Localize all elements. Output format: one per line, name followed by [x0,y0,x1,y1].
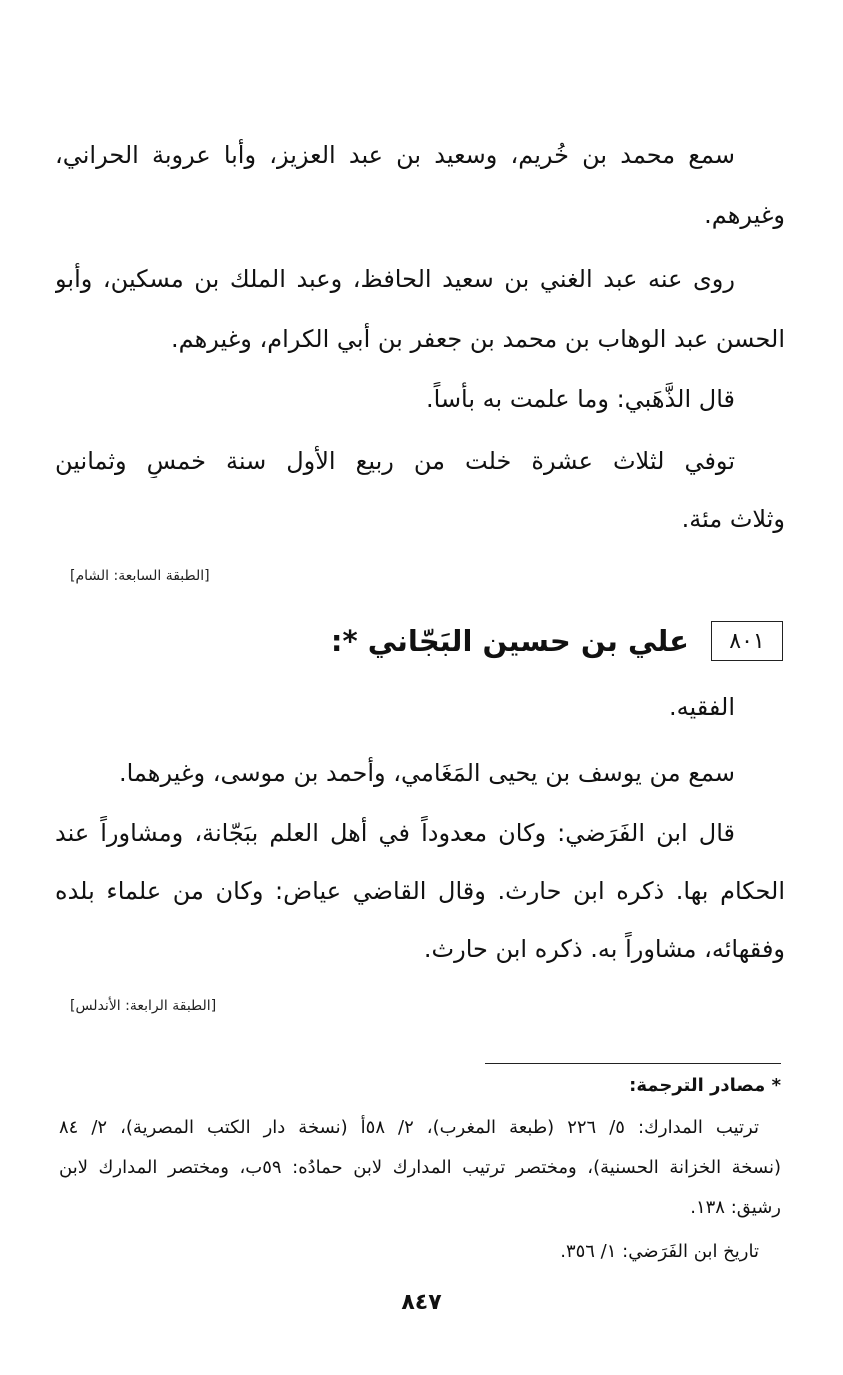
entry-heading [331,618,783,664]
footnote-line: ترتيب المدارك: ٥/ ٢٢٦ (طبعة المغرب)، ٢/ ٥٨أ (نسخة دار الكتب المصرية)، ٢/ ٨٤ [59,1117,759,1138]
footnote-line: تاريخ ابن الفَرَضي: ١/ ٣٥٦. [560,1241,759,1262]
entry-number-box: ٨٠١ [711,621,783,661]
text-line: وثلاث مئة. [681,505,785,533]
section-tag: [الطبقة الرابعة: الأندلس] [70,998,217,1014]
text-line: وغيرهم. [704,201,785,229]
text-line: الحكام بها. ذكره ابن حارث. وقال القاضي عياض: وكان من علماء بلده [55,877,785,905]
footnote-divider [485,1063,781,1064]
text-line: سمع من يوسف بن يحيى المَغَامي، وأحمد بن موسى، وغيرهما. [118,759,735,787]
page-number: ٨٤٧ [401,1290,442,1315]
text-line: روى عنه عبد الغني بن سعيد الحافظ، وعبد الملك بن مسكين، وأبو [55,265,735,293]
entry-name: علي بن حسين البَجّاني *: [330,624,689,658]
section-tag: [الطبقة السابعة: الشام] [70,568,210,584]
text-line: الحسن عبد الوهاب بن محمد بن جعفر بن أبي الكرام، وغيرهم. [171,325,785,353]
text-line: وفقهائه، مشاوراً به. ذكره ابن حارث. [423,935,785,963]
text-line: سمع محمد بن خُريم، وسعيد بن عبد العزيز، وأبا عروبة الحراني، [55,141,735,169]
text-line: الفقيه. [669,693,735,721]
text-line: قال ابن الفَرَضي: وكان معدوداً في أهل العلم ببَجّانة، ومشاوراً عند [55,819,735,847]
text-line: توفي لثلاث عشرة خلت من ربيع الأول سنة خمسٍ وثمانين [55,447,735,475]
footnote-line: (نسخة الخزانة الحسنية)، ومختصر ترتيب المدارك لابن حمادُه: ٥٩ب، ومختصر المدارك لابن [59,1157,781,1178]
footnote-heading: * مصادر الترجمة: [629,1075,781,1096]
text-line: قال الذَّهَبي: وما علمت به بأساً. [426,385,735,413]
footnote-line: رشيق: ١٣٨. [690,1197,781,1218]
